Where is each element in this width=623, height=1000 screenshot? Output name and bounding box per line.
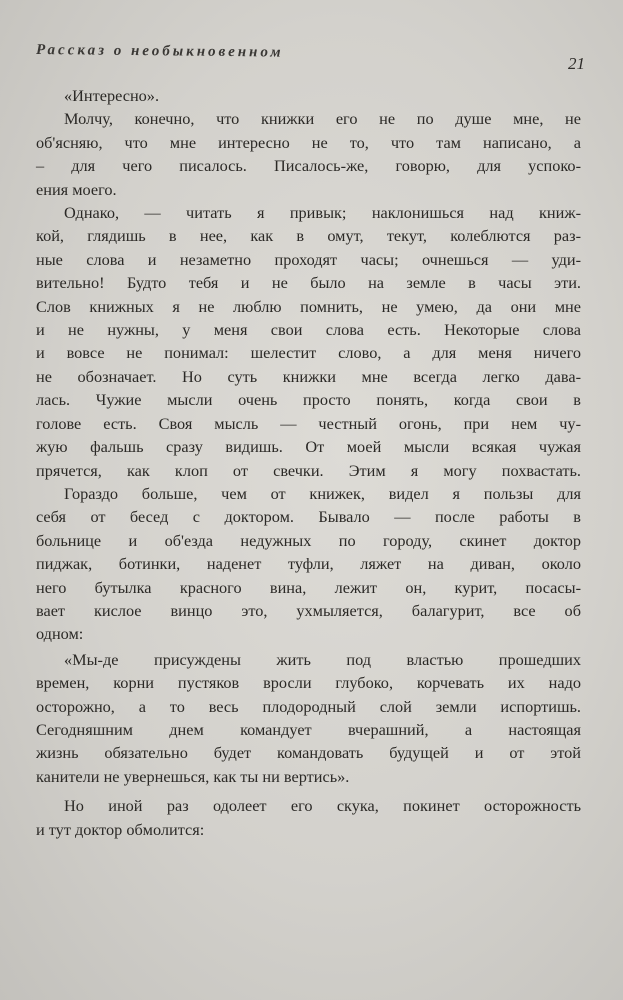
text-line: жизнь обязательно будет командовать будущей и от этой [36, 743, 581, 763]
quote-paragraph [36, 648, 581, 788]
text-line: кой, глядишь в нее, как в омут, текут, колеблются раз- [36, 226, 581, 246]
text-line: Однако, — читать я привык; наклонишься над книж- [64, 203, 581, 223]
text-line: – для чего писалось. Писалось-же, говорю, для успоко- [36, 156, 581, 176]
text-line: Молчу, конечно, что книжки его не по душе мне, не [64, 109, 581, 129]
text-line: вает кислое винцо это, ухмыляется, балагурит, все об [36, 600, 581, 620]
text-line: не обозначает. Но суть книжки мне всегда легко дава- [36, 366, 581, 386]
text-line: и тут доктор обмолится: [36, 819, 205, 839]
paragraph [36, 84, 581, 107]
paragraph [36, 794, 581, 841]
text-line: Сегодняшним днем командует вчерашний, а настоящая [36, 719, 581, 739]
text-line: вительно! Будто тебя и не было на земле в часы эти. [36, 273, 581, 293]
text-line: одном: [36, 624, 84, 644]
paragraph [36, 201, 581, 482]
text-line: жую фальшь сразу видишь. От моей мысли всякая чужая [36, 437, 581, 457]
running-title: Рассказ о необыкновенном [35, 42, 284, 61]
text-line: ения моего. [36, 179, 117, 199]
text-line: и не нужны, у меня свои слова есть. Некоторые слова [36, 320, 581, 340]
text-line: «Мы-де присуждены жить под властью прошедших [64, 649, 581, 669]
text-line: Гораздо больше, чем от книжек, видел я пользы для [64, 483, 581, 503]
text-line: канители не увернешься, как ты ни вертись». [36, 766, 350, 786]
text-line: ные слова и незаметно проходят часы; очнешься — уди- [36, 249, 581, 269]
text-line: лась. Чужие мысли очень просто понять, когда свои в [36, 390, 581, 410]
paragraph [36, 107, 581, 201]
text-line: себя от бесед с доктором. Бывало — после работы в [36, 507, 581, 527]
text-line: об'ясняю, что мне интересно не то, что там написано, а [36, 132, 581, 152]
text-line: Но иной раз одолеет его скука, покинет осторожность [64, 796, 581, 816]
text-line: и вовсе не понимал: шелестит слово, а для меня ничего [36, 343, 581, 363]
page-number: 21 [568, 54, 585, 73]
text-line: пиджак, ботинки, наденет туфли, ляжет на диван, около [36, 554, 581, 574]
text-line: прячется, как клоп от свечки. Этим я могу похвастать. [36, 460, 581, 480]
text-line: голове есть. Своя мысль — честный огонь, при нем чу- [36, 413, 581, 433]
text-line: «Интересно». [64, 86, 160, 105]
text-line: осторожно, а то весь плодородный слой земли испортишь. [36, 696, 581, 716]
text-line: него бутылка красного вина, лежит он, курит, посасы- [36, 577, 581, 597]
text-line: Слов книжных я не люблю помнить, не умею, да они мне [36, 296, 581, 316]
body-text [36, 84, 581, 841]
text-line: больнице и об'езда недужных по городу, скинет доктор [36, 530, 581, 550]
text-line: времен, корни пустяков вросли глубоко, корчевать их надо [36, 673, 581, 693]
paragraph [36, 482, 581, 646]
